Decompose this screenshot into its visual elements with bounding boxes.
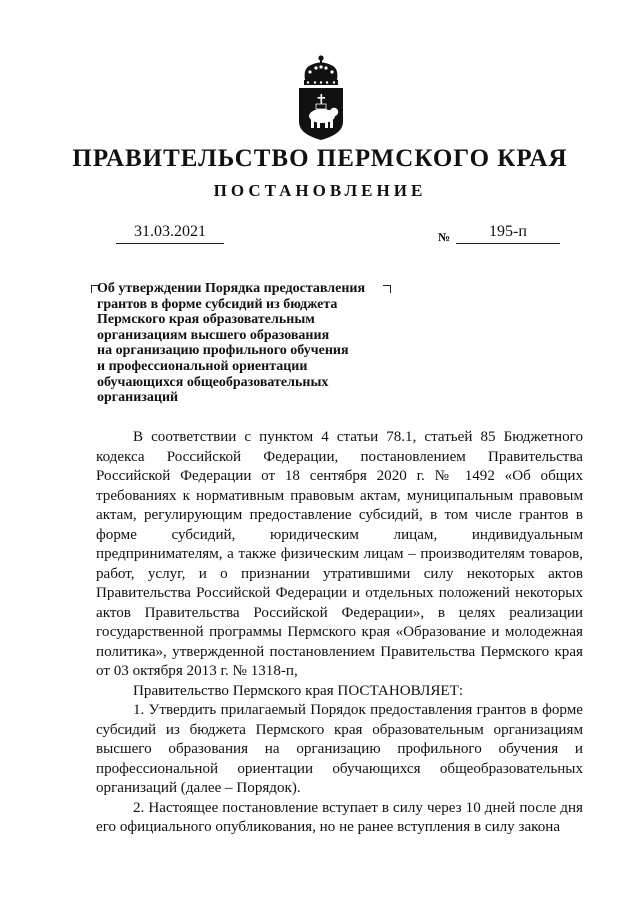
body-paragraph-preamble: В соответствии с пунктом 4 статьи 78.1, статьей 85 Бюджетного кодекса Российской Федерации, постановлением Правительства Российской Федерации от 18 сентября 2020 г. № 1492 «Об общих требованиях к нормативным правовым актам, муниципальным правовым актам, регулирующим предоставление субсидий, в том числе грантов в форме субсидий, юридическим лицам, индивидуальным предпринимателям, а также физическим лицам – производителям товаров, работ, услуг, и о признании утратившими силу некоторых актов Правительства Российской Федерации и отдельных положений некоторых актов Правительства Российской Федерации», в целях реализации государственной программы Пермского края «Образование и молодежная политика», утвержденной постановлением Правительства Пермского края от 03 октября 2013 г. № 1318-п, (96, 429, 583, 679)
body-paragraph-resolution: Правительство Пермского края ПОСТАНОВЛЯЕТ: (133, 682, 464, 699)
document-number: 195-п (489, 223, 527, 240)
subject-line: организациям высшего образования (97, 327, 330, 343)
document-body (96, 428, 583, 838)
subject-line: на организацию профильного обучения (97, 343, 349, 359)
body-paragraph-item-1: 1. Утвердить прилагаемый Порядок предоставления грантов в форме субсидий из бюджета Пермского края образовательным организациям высшего образования на организацию профильного обучения и профессиональной ориентации обучающихся общеобразовательных организаций (далее – Порядок). (96, 702, 583, 796)
subject-line: организаций (97, 390, 179, 406)
document-date-field (116, 223, 224, 244)
number-label: № (438, 230, 451, 244)
subject-line: и профессиональной ориентации (97, 358, 308, 374)
document-type: ПОСТАНОВЛЕНИЕ (213, 181, 427, 200)
document-date: 31.03.2021 (134, 223, 206, 240)
document-subject (97, 281, 397, 406)
government-title: ПРАВИТЕЛЬСТВО ПЕРМСКОГО КРАЯ (72, 145, 568, 172)
document-number-field (456, 223, 560, 244)
body-paragraph-item-2: 2. Настоящее постановление вступает в силу через 10 дней после дня его официального опубликования, но не ранее вступления в силу закона (96, 799, 583, 835)
subject-line: Об утверждении Порядка предоставления (97, 281, 366, 296)
subject-line: обучающихся общеобразовательных (97, 374, 329, 390)
perm-krai-coat-of-arms-icon (295, 52, 347, 142)
subject-line: Пермского края образовательным (97, 312, 315, 328)
subject-line: грантов в форме субсидий из бюджета (97, 296, 338, 312)
